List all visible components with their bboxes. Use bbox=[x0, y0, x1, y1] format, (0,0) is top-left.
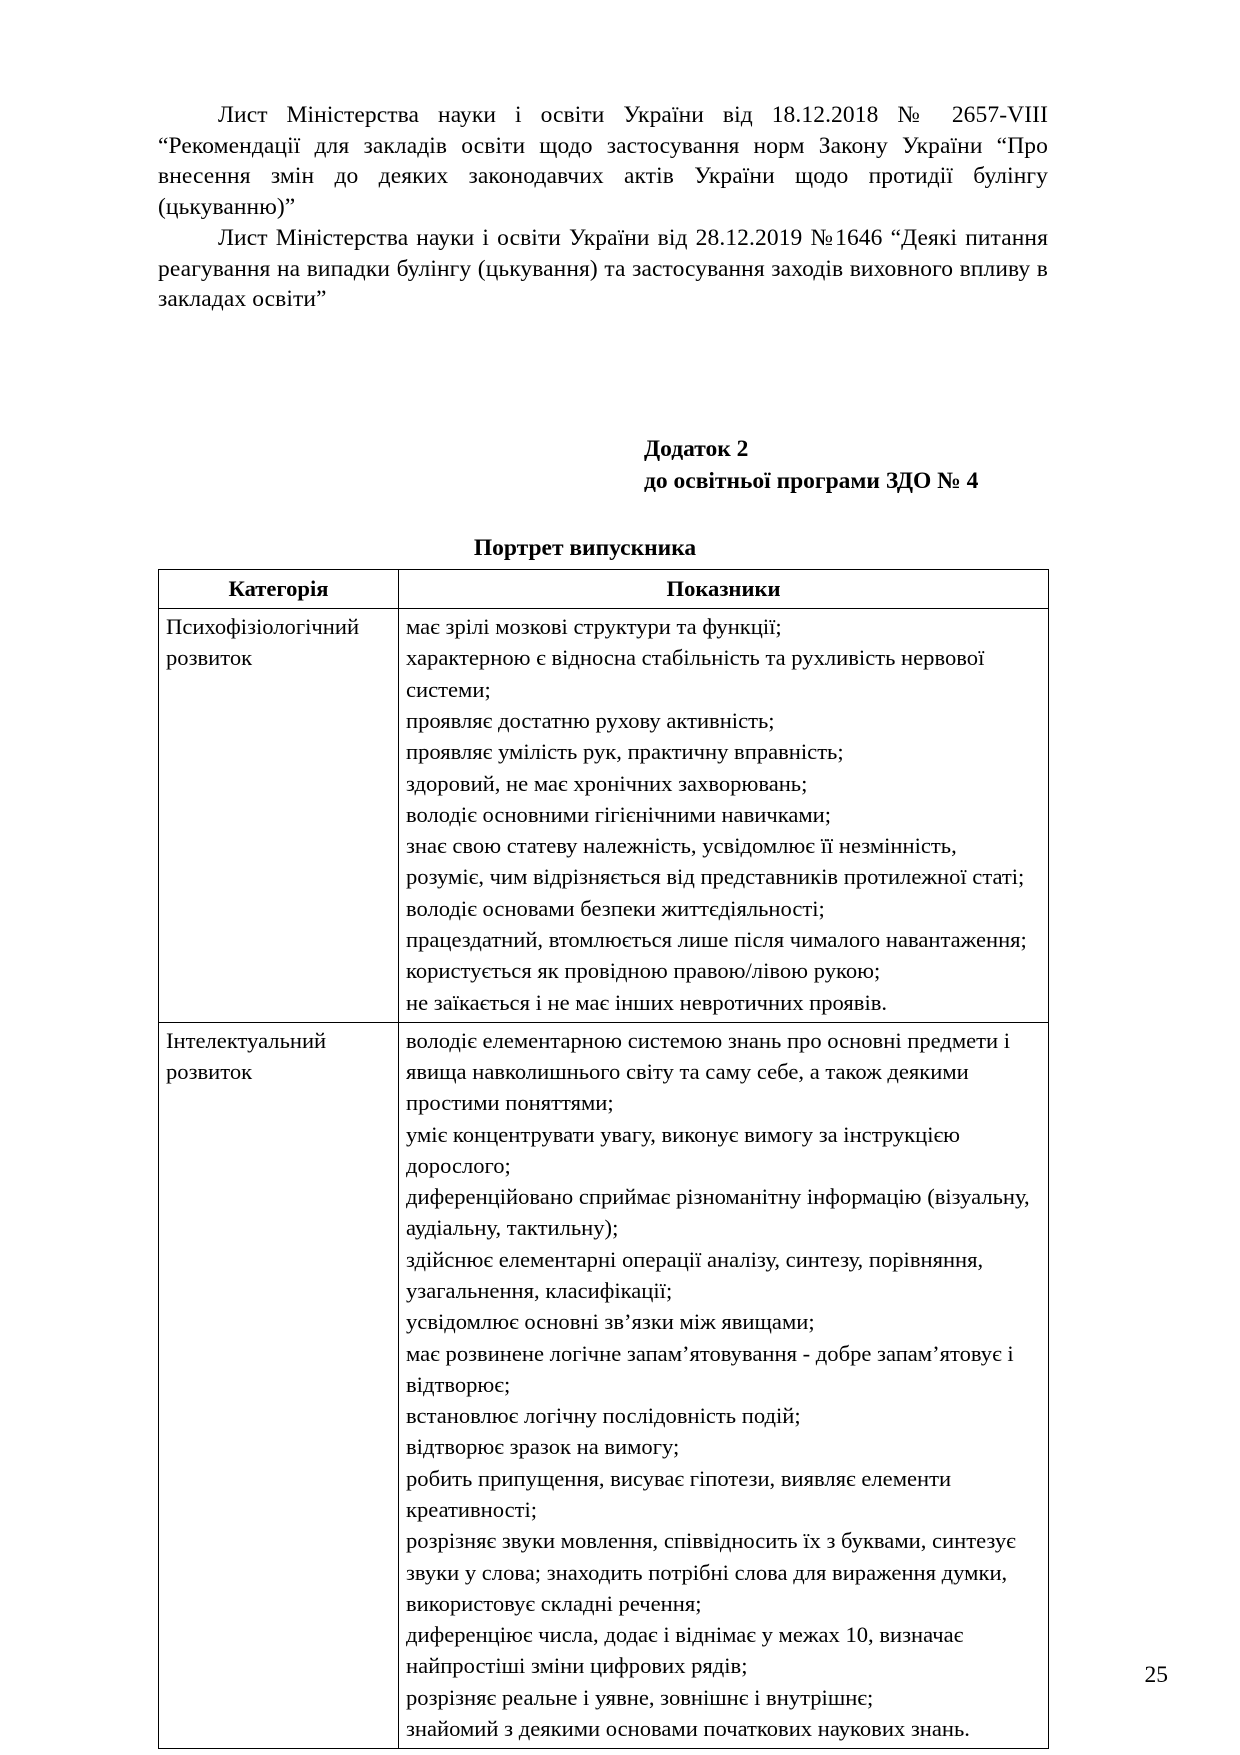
intro-paragraph-1: Лист Міністерства науки і освіти України від 18.12.2018 № 2657-VIII “Рекомендації для закладів освіти щодо застосування норм Закону України “Про внесення змін до деяких законодавчих актів України щодо протидії булінгу (цькуванню)” bbox=[158, 102, 1048, 220]
table-caption: Портрет випускника bbox=[473, 534, 697, 561]
indicator-line: розрізняє звуки мовлення, співвідносить їх з буквами, синтезує звуки у слова; знаходить потрібні слова для вираження думки, використовує складні речення; bbox=[406, 1528, 1016, 1616]
indicator-line: користується як провідною правою/лівою рукою; bbox=[406, 958, 881, 984]
indicator-line: відтворює зразок на вимогу; bbox=[406, 1434, 680, 1460]
indicators-cell bbox=[399, 609, 1049, 1023]
indicator-line: володіє основами безпеки життєдіяльності; bbox=[406, 895, 825, 921]
indicator-line: знайомий з деякими основами початкових наукових знань. bbox=[406, 1715, 970, 1741]
indicator-line: не заїкається і не має інших невротичних проявів. bbox=[406, 989, 888, 1015]
page-number: 25 bbox=[1144, 1661, 1168, 1688]
appendix-program-reference: до освітньої програми ЗДО № 4 bbox=[644, 468, 979, 495]
indicator-line: володіє основними гігієнічними навичками; bbox=[406, 801, 832, 827]
indicators-cell bbox=[399, 1022, 1049, 1748]
indicator-line: уміє концентрувати увагу, виконує вимогу за інструкцією дорослого; bbox=[406, 1121, 961, 1178]
table-header-row bbox=[159, 569, 1049, 608]
table-row bbox=[159, 1022, 1049, 1748]
category-cell bbox=[159, 609, 399, 1023]
indicator-line: усвідомлює основні зв’язки між явищами; bbox=[406, 1309, 815, 1335]
appendix-number: Додаток 2 bbox=[644, 435, 749, 462]
indicator-line: характерною є відносна стабільність та рухливість нервової системи; bbox=[406, 645, 985, 702]
indicator-line: знає свою статеву належність, усвідомлює її незмінність, bbox=[406, 833, 957, 859]
table-row bbox=[159, 609, 1049, 1023]
appendix-heading bbox=[158, 433, 1048, 498]
indicator-line: робить припущення, висуває гіпотези, виявляє елементи креативності; bbox=[406, 1465, 952, 1523]
page-content bbox=[158, 100, 1048, 1749]
indicator-line: розуміє, чим відрізняється від представників протилежної статі; bbox=[406, 864, 1025, 890]
indicator-line: диференційовано сприймає різноманітну інформацію (візуальну, аудіальну, тактильну); bbox=[406, 1184, 1030, 1241]
indicator-line: встановлює логічну послідовність подій; bbox=[406, 1403, 801, 1429]
category-label: Інтелектуальний розвиток bbox=[166, 1027, 327, 1085]
indicator-line: розрізняє реальне і уявне, зовнішнє і внутрішнє; bbox=[406, 1684, 874, 1710]
indicator-line: має розвинене логічне запам’ятовування - добре запам’ятовує і відтворює; bbox=[406, 1340, 1014, 1397]
indicator-line: має зрілі мозкові структури та функції; bbox=[406, 614, 782, 640]
category-label: Психофізіологічний розвиток bbox=[166, 614, 360, 671]
indicator-line: володіє елементарною системою знань про основні предмети і явища навколишнього світу та саму себе, а також деякими простими поняттями; bbox=[406, 1027, 1011, 1116]
category-cell bbox=[159, 1022, 399, 1748]
intro-paragraph-2: Лист Міністерства науки і освіти України від 28.12.2019 №1646 “Деякі питання реагування на випадки булінгу (цькування) та застосування заходів виховного впливу в закладах освіти” bbox=[158, 225, 1048, 313]
indicator-line: диференціює числа, додає і віднімає у межах 10, визначає найпростіші зміни цифрових рядів; bbox=[406, 1622, 964, 1679]
indicator-line: працездатний, втомлюється лише після чималого навантаження; bbox=[406, 926, 1027, 952]
indicator-line: проявляє достатню рухову активність; bbox=[406, 707, 775, 733]
indicator-line: проявляє умілість рук, практичну вправність; bbox=[406, 739, 844, 765]
indicator-line: здійснює елементарні операції аналізу, синтезу, порівняння, узагальнення, класифікації; bbox=[406, 1246, 984, 1304]
table-body bbox=[159, 609, 1049, 1749]
portrait-table bbox=[158, 569, 1049, 1749]
column-header-category: Категорія bbox=[159, 569, 399, 608]
column-header-indicators: Показники bbox=[399, 569, 1049, 608]
indicator-line: здоровий, не має хронічних захворювань; bbox=[406, 770, 808, 796]
